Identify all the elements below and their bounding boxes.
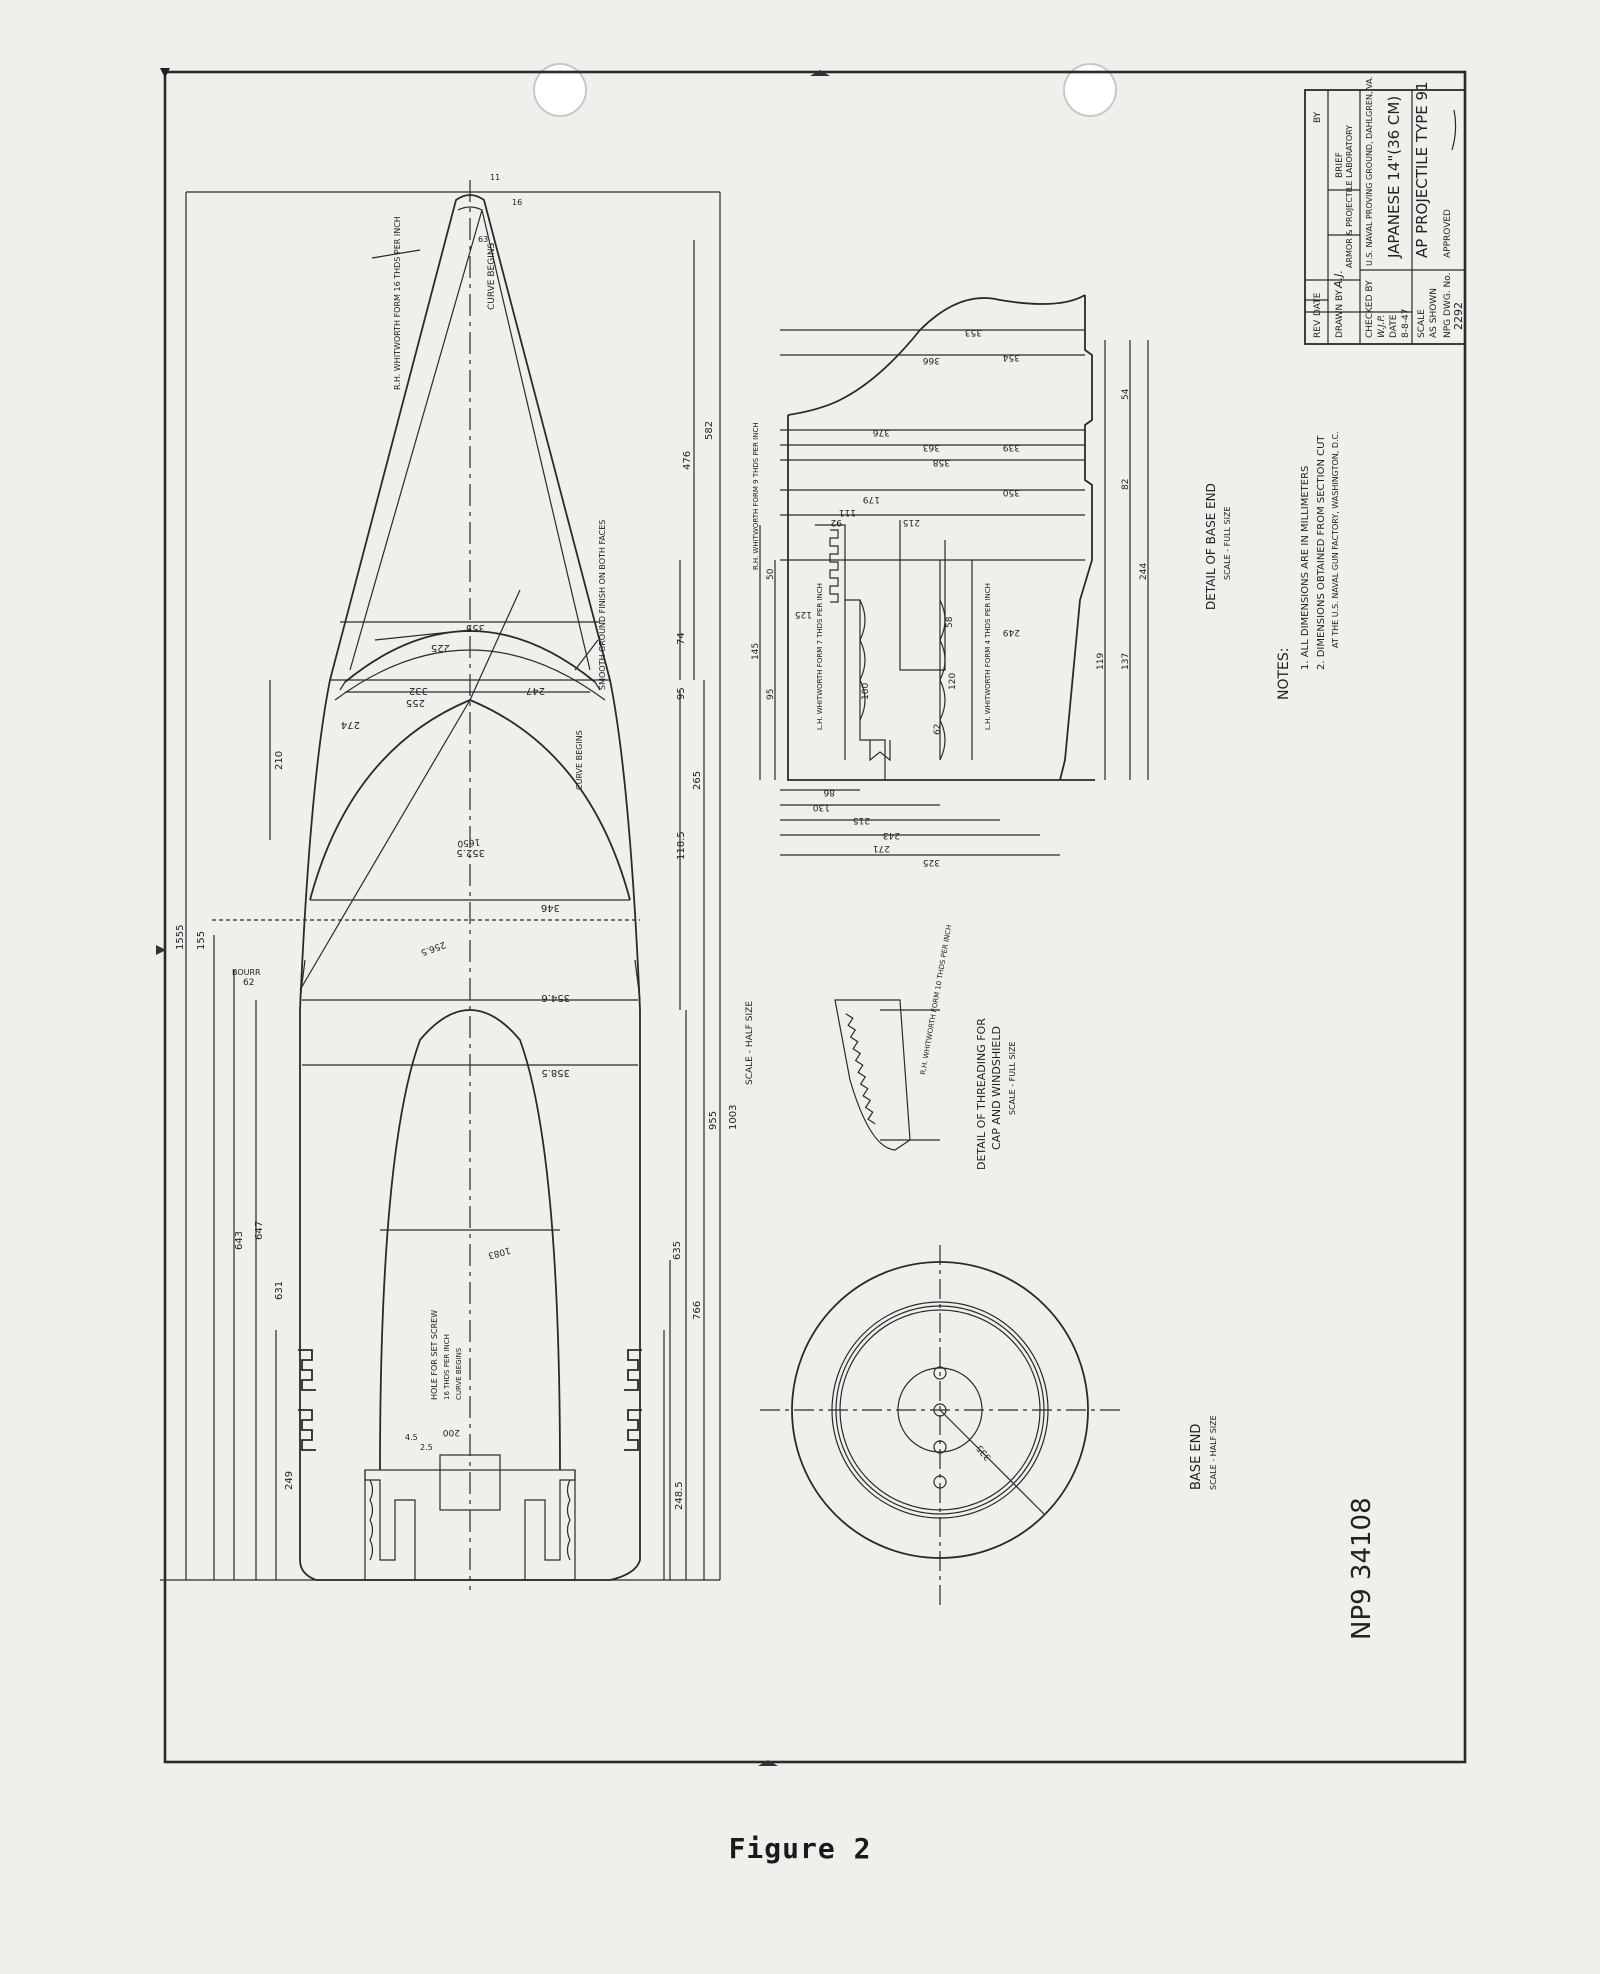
threading-title-2: CAP AND WINDSHIELD (990, 1026, 1003, 1150)
npg-dwg-label: NPG DWG. No. (1443, 272, 1453, 338)
curve-begins-cap: CURVE BEGINS (575, 730, 584, 790)
curve-begins-cavity: CURVE BEGINS (455, 1347, 463, 1400)
dim-118-5: 118.5 (676, 831, 687, 860)
npg-dwg-number: 2292 (1452, 302, 1465, 330)
approved-label: APPROVED (1443, 209, 1453, 258)
bd-350: 350 (1002, 487, 1020, 497)
bd-86: 86 (823, 787, 835, 797)
checked-by-value: W.J.P. (1377, 314, 1387, 338)
bd-339: 339 (1002, 442, 1020, 452)
dim-332: 332 (408, 685, 428, 696)
approved-signature (1452, 110, 1456, 150)
bd-100: 100 (861, 682, 871, 700)
dim-95: 95 (676, 687, 687, 700)
base-end-detail (760, 295, 1148, 855)
projectile-section (160, 180, 720, 1590)
bd-366: 366 (922, 355, 940, 365)
base-end-view (760, 1245, 1218, 1605)
dim-647: 647 (254, 1220, 265, 1240)
dim-274: 274 (340, 719, 360, 730)
bourr-label: BOURR (232, 968, 261, 977)
note-1: 1. ALL DIMENSIONS ARE IN MILLIMETERS (1300, 465, 1311, 670)
bd-82: 82 (1121, 478, 1131, 490)
bd-244: 244 (1139, 562, 1149, 580)
bd-130: 130 (812, 802, 830, 812)
bd-271: 271 (872, 843, 890, 853)
dim-225: 225 (430, 642, 450, 653)
bd-215b: 215 (852, 815, 870, 825)
dim-1003: 1003 (728, 1104, 739, 1130)
base-detail-title: DETAIL OF BASE END (1204, 483, 1218, 610)
dim-346: 346 (540, 902, 560, 913)
dim-582: 582 (704, 420, 715, 440)
base-thread-left (370, 1480, 373, 1560)
bd-249: 249 (1002, 627, 1020, 637)
bd-243: 243 (882, 830, 900, 840)
bd-363: 363 (922, 442, 940, 452)
rh-whitworth-10: R.H. WHITWORTH FORM 10 THDS PER INCH (919, 924, 954, 1076)
main-scale-label: SCALE - HALF SIZE (745, 1000, 755, 1085)
date-label-2: DATE (1389, 314, 1399, 338)
threading-detail (835, 924, 1017, 1170)
base-dim-335: 335 (975, 1442, 994, 1463)
note-2: 2. DIMENSIONS OBTAINED FROM SECTION CUT (1316, 435, 1327, 670)
dim-247: 247 (525, 685, 545, 696)
notes-block (1276, 431, 1340, 700)
bd-120: 120 (948, 672, 958, 690)
dim-1650: 1650 (456, 836, 481, 849)
dim-63: 63 (478, 235, 489, 244)
dim-955: 955 (708, 1110, 719, 1130)
drawn-by-value: A.J. (1332, 270, 1345, 288)
rev-label: REV (1313, 319, 1323, 338)
bd-137: 137 (1121, 652, 1131, 670)
dim-1083: 1083 (486, 1244, 512, 1261)
date-label: DATE (1313, 292, 1323, 316)
dim-4-5: 4.5 (405, 1433, 418, 1442)
dim-74: 74 (676, 632, 687, 645)
threading-title-1: DETAIL OF THREADING FOR (975, 1018, 988, 1170)
stamp-number: NP9 34108 (1347, 1497, 1377, 1640)
bd-145: 145 (751, 642, 761, 660)
note-3: AT THE U.S. NAVAL GUN FACTORY, WASHINGTON, D.C. (1331, 431, 1340, 648)
lab-line-1: ARMOR & PROJECTILE LABORATORY (1345, 124, 1354, 268)
dim-255: 255 (405, 697, 425, 708)
dim-1555: 1555 (175, 924, 186, 950)
bd-215: 215 (902, 517, 920, 527)
threading-profile (846, 1012, 876, 1125)
hole-set-screw-note: HOLE FOR SET SCREW (430, 1309, 439, 1400)
bd-179: 179 (862, 494, 880, 504)
bd-125: 125 (794, 609, 812, 619)
dim-62: 62 (243, 978, 255, 988)
bd-92: 92 (830, 517, 842, 527)
bd-119: 119 (1096, 652, 1106, 670)
dim-352-5: 352.5 (456, 847, 485, 858)
plug-thread-rh9 (830, 530, 838, 602)
brief-label: BRIEF (1335, 152, 1345, 178)
dim-16: 16 (512, 198, 523, 207)
dim-155: 155 (196, 930, 207, 950)
dim-354-6: 354.6 (541, 992, 570, 1003)
curve-begins-tip: CURVE BEGINS (487, 242, 497, 310)
lh-whitworth-4: L.H. WHITWORTH FORM 4 THDS PER INCH (984, 583, 992, 730)
thread-note-tip: R.H. WHITWORTH FORM 16 THDS PER INCH (393, 216, 402, 390)
base-end-scale: SCALE - HALF SIZE (1209, 1415, 1218, 1490)
title-block (1305, 76, 1465, 344)
title-line-2: AP PROJECTILE TYPE 91 (1413, 81, 1431, 258)
dim-200: 200 (442, 1427, 460, 1437)
dim-2-5: 2.5 (420, 1443, 433, 1452)
bd-376: 376 (872, 427, 890, 437)
dim-249: 249 (284, 1470, 295, 1490)
bd-354: 354 (1002, 352, 1020, 362)
lab-line-2: U.S. NAVAL PROVING GROUND, DAHLGREN, VA. (1365, 76, 1374, 266)
notes-heading: NOTES: (1276, 647, 1292, 700)
bd-54: 54 (1121, 388, 1131, 400)
figure-caption: Figure 2 (728, 1832, 872, 1865)
dim-631: 631 (274, 1280, 285, 1300)
base-thread-right (568, 1480, 571, 1560)
bd-358: 358 (932, 457, 950, 467)
dim-256-5: 256.5 (419, 938, 447, 957)
dim-358-5: 358.5 (541, 1067, 570, 1078)
dim-265: 265 (692, 770, 703, 790)
title-line-1: JAPANESE 14"(36 CM) (1385, 95, 1403, 258)
stamp (1347, 1497, 1377, 1640)
bd-58: 58 (945, 616, 955, 628)
threading-scale: SCALE - FULL SIZE (1008, 1041, 1017, 1115)
checked-by-label: CHECKED BY (1365, 280, 1375, 338)
smooth-finish-note: SMOOTH GROUND FINISH ON BOTH FACES (598, 519, 607, 690)
main-annotations (393, 216, 755, 1400)
bd-95: 95 (766, 688, 776, 700)
bd-325: 325 (922, 857, 940, 867)
main-dimension-labels (175, 173, 739, 1510)
by-label: BY (1313, 111, 1323, 123)
dim-635: 635 (672, 1240, 683, 1260)
scale-value: AS SHOWN (1429, 288, 1439, 338)
drawing-border (165, 72, 1465, 1762)
thread-16-note: 16 THDS PER INCH (443, 1334, 451, 1400)
base-detail-scale: SCALE - FULL SIZE (1223, 506, 1232, 580)
bd-111: 111 (838, 507, 856, 517)
bd-353: 353 (964, 327, 982, 337)
scale-label: SCALE (1417, 309, 1427, 338)
dim-248-5: 248.5 (674, 1481, 685, 1510)
date-value: 8-8-47 (1401, 308, 1411, 338)
lh-whitworth-7: L.H. WHITWORTH FORM 7 THDS PER INCH (816, 583, 824, 730)
dim-766: 766 (692, 1300, 703, 1320)
base-end-labels (751, 327, 1232, 867)
tracer-recess (870, 740, 890, 760)
bd-50: 50 (766, 568, 776, 580)
dim-355: 355 (465, 622, 485, 633)
drawn-by-label: DRAWN BY (1335, 289, 1345, 338)
bd-62: 62 (933, 723, 943, 735)
dim-643: 643 (234, 1230, 245, 1250)
dim-476: 476 (682, 450, 693, 470)
base-outer-profile (1060, 295, 1092, 780)
base-end-title: BASE END (1189, 1423, 1204, 1490)
rh-whitworth-9: R.H. WHITWORTH FORM 9 THDS PER INCH (752, 422, 760, 570)
dim-210: 210 (274, 750, 285, 770)
dim-11: 11 (490, 173, 501, 182)
